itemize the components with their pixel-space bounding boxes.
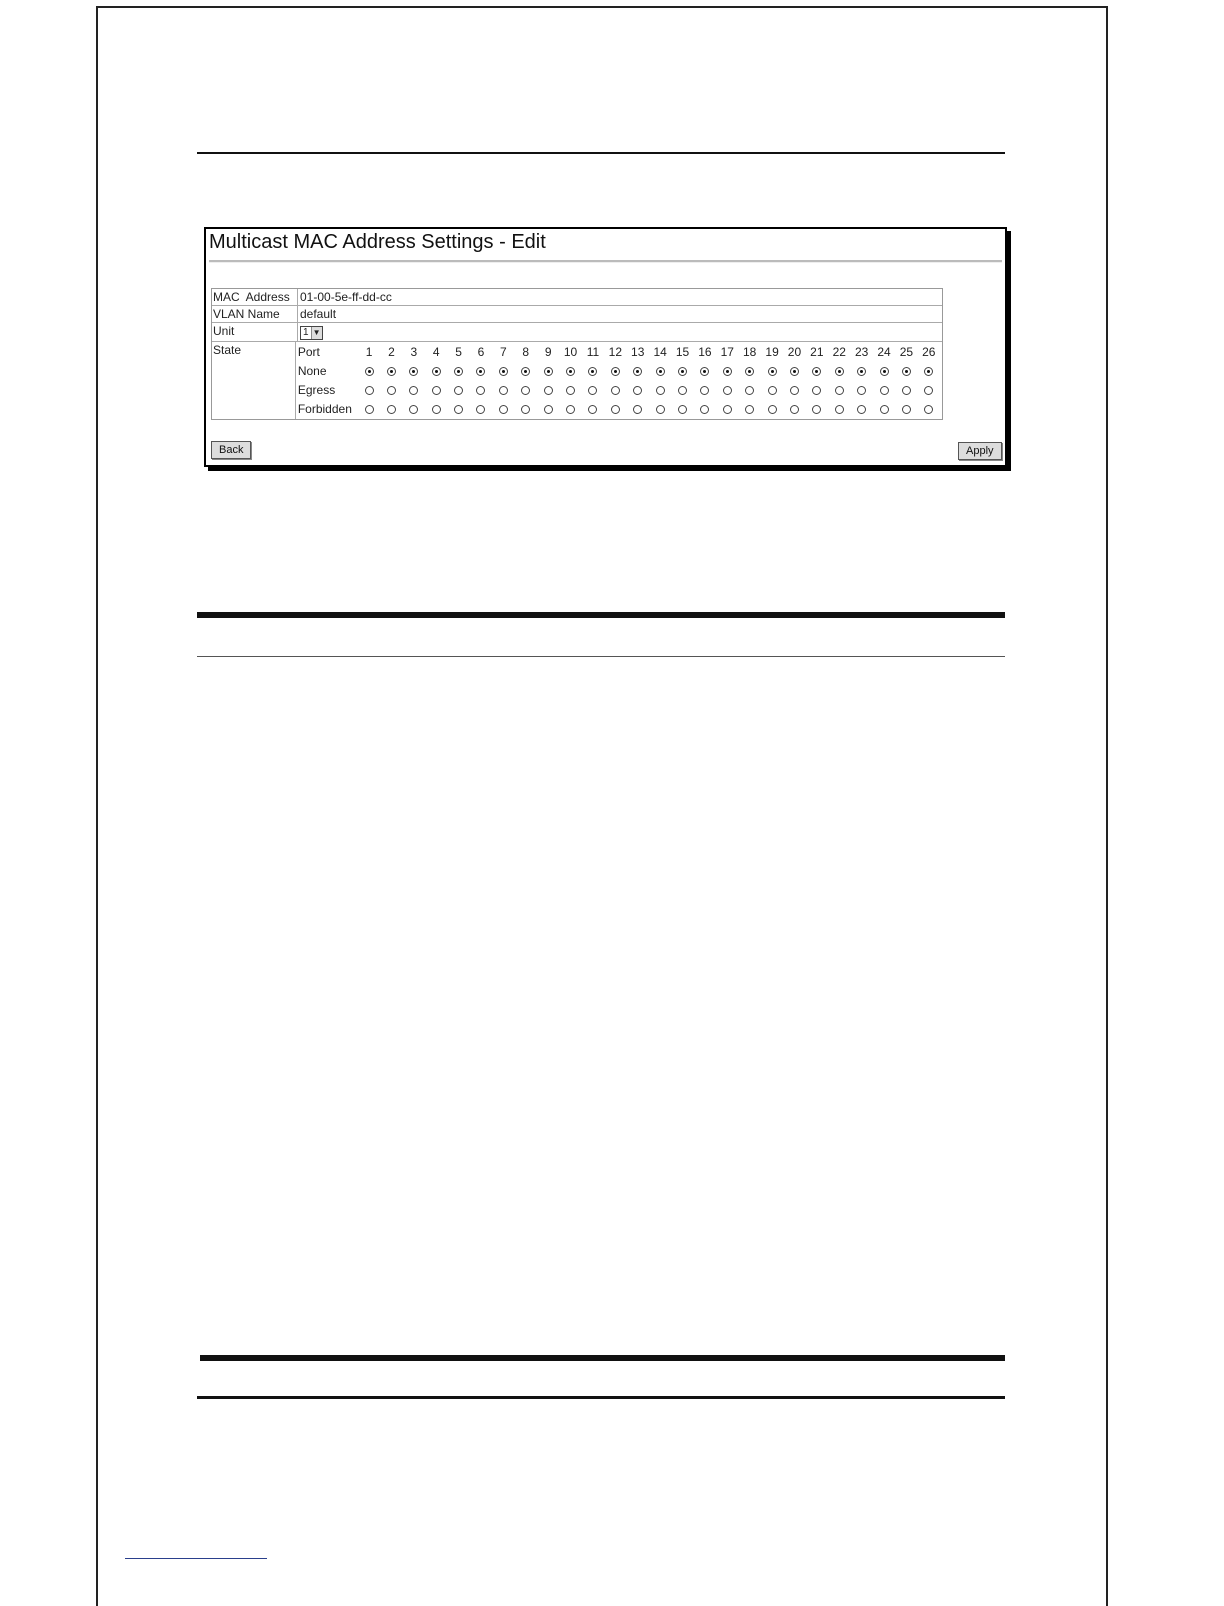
state-radio[interactable] xyxy=(924,386,933,395)
back-button[interactable]: Back xyxy=(211,441,251,459)
port-state-grid xyxy=(298,343,940,418)
state-radio-cell xyxy=(761,400,783,418)
state-radio-cell xyxy=(403,362,425,380)
port-number: 2 xyxy=(388,344,395,359)
state-radio-cell xyxy=(850,362,872,380)
port-number: 10 xyxy=(563,344,578,359)
state-radio-cell xyxy=(537,362,559,380)
state-radio-cell xyxy=(806,381,828,399)
state-radio-cell xyxy=(828,400,850,418)
port-number: 4 xyxy=(432,344,440,359)
port-number: 18 xyxy=(743,344,757,359)
port-number: 16 xyxy=(698,344,712,359)
state-radio[interactable] xyxy=(432,405,441,414)
state-radio-cell xyxy=(492,362,514,380)
state-radio-cell xyxy=(582,400,604,418)
state-radio[interactable] xyxy=(768,405,777,414)
port-number: 24 xyxy=(877,344,891,359)
divider xyxy=(197,612,1005,618)
state-radio[interactable] xyxy=(566,405,575,414)
port-number: 6 xyxy=(477,344,485,359)
state-radio[interactable] xyxy=(566,386,575,395)
mac-address-value: 01-00-5e-ff-dd-cc xyxy=(300,290,392,304)
divider xyxy=(197,656,1005,657)
state-radio-cell xyxy=(671,400,693,418)
state-radio-cell xyxy=(627,362,649,380)
state-cell xyxy=(296,342,942,419)
state-radio[interactable] xyxy=(768,367,777,376)
page-title: Multicast MAC Address Settings - Edit xyxy=(209,231,546,253)
state-radio-cell xyxy=(447,400,469,418)
state-radio[interactable] xyxy=(656,386,665,395)
state-radio[interactable] xyxy=(768,386,777,395)
divider xyxy=(200,1355,1005,1361)
state-radio[interactable] xyxy=(656,405,665,414)
port-number: 3 xyxy=(410,344,418,359)
state-radio-cell xyxy=(783,362,805,380)
state-radio[interactable] xyxy=(633,405,642,414)
state-radio[interactable] xyxy=(432,386,441,395)
state-radio[interactable] xyxy=(611,386,620,395)
state-radio-cell xyxy=(783,400,805,418)
state-radio[interactable] xyxy=(521,405,530,414)
state-radio[interactable] xyxy=(812,367,821,376)
state-radio[interactable] xyxy=(790,386,799,395)
state-radio-cell xyxy=(515,400,537,418)
state-radio[interactable] xyxy=(544,405,553,414)
state-radio-cell xyxy=(649,381,671,399)
state-radio[interactable] xyxy=(902,386,911,395)
state-radio-cell xyxy=(470,362,492,380)
state-option-label: Forbidden xyxy=(297,401,352,416)
state-radio[interactable] xyxy=(454,386,463,395)
state-radio[interactable] xyxy=(812,405,821,414)
state-label: State xyxy=(212,342,296,419)
state-radio[interactable] xyxy=(409,386,418,395)
state-radio-cell xyxy=(604,362,626,380)
state-radio[interactable] xyxy=(835,405,844,414)
state-radio[interactable] xyxy=(745,386,754,395)
state-radio[interactable] xyxy=(700,386,709,395)
state-radio[interactable] xyxy=(611,367,620,376)
state-radio-cell xyxy=(358,400,380,418)
port-number: 19 xyxy=(765,344,779,359)
state-radio[interactable] xyxy=(924,405,933,414)
state-radio[interactable] xyxy=(365,367,374,376)
state-radio-cell xyxy=(895,362,917,380)
unit-select[interactable] xyxy=(300,326,323,340)
state-radio-cell xyxy=(582,381,604,399)
state-radio[interactable] xyxy=(588,405,597,414)
port-number: 21 xyxy=(810,344,824,359)
state-radio-cell xyxy=(492,400,514,418)
state-radio[interactable] xyxy=(499,386,508,395)
state-radio-cell xyxy=(604,400,626,418)
state-radio[interactable] xyxy=(544,367,553,376)
state-radio[interactable] xyxy=(723,367,732,376)
state-radio-cell xyxy=(358,362,380,380)
state-radio[interactable] xyxy=(365,405,374,414)
port-number: 11 xyxy=(586,344,600,359)
port-number: 20 xyxy=(787,344,802,359)
divider xyxy=(197,152,1005,154)
state-radio-cell xyxy=(918,400,940,418)
state-radio[interactable] xyxy=(880,367,889,376)
state-radio[interactable] xyxy=(476,367,485,376)
state-radio-cell xyxy=(738,400,760,418)
state-radio[interactable] xyxy=(723,386,732,395)
port-header-label: Port xyxy=(297,344,320,359)
state-radio-cell xyxy=(850,400,872,418)
unit-cell xyxy=(298,323,942,341)
state-radio[interactable] xyxy=(857,367,866,376)
state-radio-cell xyxy=(380,400,402,418)
state-radio-cell xyxy=(470,400,492,418)
state-radio[interactable] xyxy=(409,405,418,414)
state-radio-cell xyxy=(559,381,581,399)
state-radio-cell xyxy=(918,381,940,399)
state-radio[interactable] xyxy=(880,405,889,414)
state-radio[interactable] xyxy=(835,367,844,376)
state-radio[interactable] xyxy=(678,386,687,395)
state-radio-cell xyxy=(716,381,738,399)
state-radio-cell xyxy=(738,381,760,399)
state-radio-cell xyxy=(604,381,626,399)
state-radio[interactable] xyxy=(745,367,754,376)
state-radio[interactable] xyxy=(745,405,754,414)
state-radio-cell xyxy=(806,362,828,380)
state-radio[interactable] xyxy=(365,386,374,395)
state-radio-cell xyxy=(873,381,895,399)
state-radio[interactable] xyxy=(387,386,396,395)
state-radio-cell xyxy=(873,400,895,418)
state-radio-cell xyxy=(425,381,447,399)
state-radio-cell xyxy=(649,400,671,418)
state-radio[interactable] xyxy=(476,386,485,395)
state-radio[interactable] xyxy=(387,405,396,414)
state-radio-cell xyxy=(895,381,917,399)
state-radio[interactable] xyxy=(700,367,709,376)
state-radio[interactable] xyxy=(723,405,732,414)
port-number: 26 xyxy=(922,344,936,359)
state-radio-cell xyxy=(515,362,537,380)
state-radio-cell xyxy=(627,381,649,399)
state-radio[interactable] xyxy=(857,386,866,395)
state-radio-cell xyxy=(447,362,469,380)
state-radio[interactable] xyxy=(409,367,418,376)
port-number: 8 xyxy=(522,344,530,359)
port-number: 14 xyxy=(653,344,667,359)
state-radio[interactable] xyxy=(812,386,821,395)
port-number: 23 xyxy=(854,344,869,359)
state-radio[interactable] xyxy=(521,386,530,395)
state-radio-cell xyxy=(761,381,783,399)
mac-address-label: MAC Address xyxy=(212,289,298,305)
state-radio-cell xyxy=(671,362,693,380)
port-number: 25 xyxy=(899,344,914,359)
state-radio[interactable] xyxy=(544,386,553,395)
state-radio-cell xyxy=(716,400,738,418)
state-radio[interactable] xyxy=(678,405,687,414)
state-radio[interactable] xyxy=(857,405,866,414)
state-radio[interactable] xyxy=(656,367,665,376)
state-radio-cell xyxy=(738,362,760,380)
state-radio-cell xyxy=(783,381,805,399)
port-number: 7 xyxy=(500,344,507,359)
state-radio[interactable] xyxy=(633,386,642,395)
unit-select-value: 1 xyxy=(303,327,309,338)
port-number: 22 xyxy=(832,344,846,359)
vlan-name-row xyxy=(212,306,942,323)
state-radio[interactable] xyxy=(588,367,597,376)
state-radio[interactable] xyxy=(700,405,709,414)
title-divider xyxy=(209,260,1002,263)
port-number: 5 xyxy=(455,344,462,359)
state-option-label: Egress xyxy=(297,382,336,397)
state-radio-cell xyxy=(582,362,604,380)
port-number: 13 xyxy=(631,344,645,359)
state-radio-cell xyxy=(403,400,425,418)
state-option-label: None xyxy=(297,363,327,378)
state-radio-cell xyxy=(425,400,447,418)
state-radio[interactable] xyxy=(902,367,911,376)
state-radio-cell xyxy=(918,362,940,380)
state-radio-cell xyxy=(694,400,716,418)
state-radio[interactable] xyxy=(611,405,620,414)
state-radio-cell xyxy=(380,381,402,399)
port-number: 17 xyxy=(720,344,734,359)
state-radio-cell xyxy=(627,400,649,418)
state-radio-cell xyxy=(470,381,492,399)
state-radio[interactable] xyxy=(790,405,799,414)
state-radio[interactable] xyxy=(880,386,889,395)
state-radio[interactable] xyxy=(387,367,396,376)
port-number: 9 xyxy=(544,344,552,359)
state-radio-cell xyxy=(515,381,537,399)
state-radio-cell xyxy=(671,381,693,399)
chevron-down-icon[interactable]: ▼ xyxy=(311,327,322,339)
state-radio-cell xyxy=(380,362,402,380)
state-radio[interactable] xyxy=(633,367,642,376)
state-radio[interactable] xyxy=(678,367,687,376)
state-radio-cell xyxy=(850,381,872,399)
unit-label: Unit xyxy=(212,323,298,341)
state-row xyxy=(212,342,942,419)
state-radio-cell xyxy=(828,362,850,380)
vlan-name-label: VLAN Name xyxy=(212,306,298,322)
state-radio-cell xyxy=(559,362,581,380)
state-radio-cell xyxy=(873,362,895,380)
state-radio-cell xyxy=(806,400,828,418)
settings-window xyxy=(204,227,1007,467)
state-radio[interactable] xyxy=(476,405,485,414)
port-number: 12 xyxy=(608,344,623,359)
state-radio-cell xyxy=(403,381,425,399)
apply-button[interactable]: Apply xyxy=(958,442,1002,460)
state-radio[interactable] xyxy=(499,367,508,376)
footnote-divider xyxy=(125,1558,267,1559)
vlan-name-value: default xyxy=(300,307,337,321)
state-radio[interactable] xyxy=(566,367,575,376)
state-radio[interactable] xyxy=(835,386,844,395)
state-radio[interactable] xyxy=(454,367,463,376)
state-radio-cell xyxy=(694,362,716,380)
state-radio-cell xyxy=(895,400,917,418)
state-radio[interactable] xyxy=(902,405,911,414)
state-radio[interactable] xyxy=(499,405,508,414)
unit-row xyxy=(212,323,942,342)
state-radio-cell xyxy=(492,381,514,399)
state-radio-cell xyxy=(761,362,783,380)
state-radio-cell xyxy=(694,381,716,399)
settings-table xyxy=(211,288,943,420)
state-radio-cell xyxy=(537,400,559,418)
state-radio-cell xyxy=(828,381,850,399)
state-radio-cell xyxy=(716,362,738,380)
state-radio[interactable] xyxy=(454,405,463,414)
state-radio-cell xyxy=(358,381,380,399)
port-number: 15 xyxy=(675,344,690,359)
state-radio-cell xyxy=(447,381,469,399)
state-radio-cell xyxy=(425,362,447,380)
mac-address-row xyxy=(212,289,942,306)
state-radio[interactable] xyxy=(790,367,799,376)
port-number: 1 xyxy=(365,344,373,359)
state-radio-cell xyxy=(649,362,671,380)
state-radio[interactable] xyxy=(924,367,933,376)
state-radio[interactable] xyxy=(521,367,530,376)
state-radio[interactable] xyxy=(432,367,441,376)
divider xyxy=(197,1396,1005,1399)
state-radio-cell xyxy=(559,400,581,418)
state-radio[interactable] xyxy=(588,386,597,395)
state-radio-cell xyxy=(537,381,559,399)
